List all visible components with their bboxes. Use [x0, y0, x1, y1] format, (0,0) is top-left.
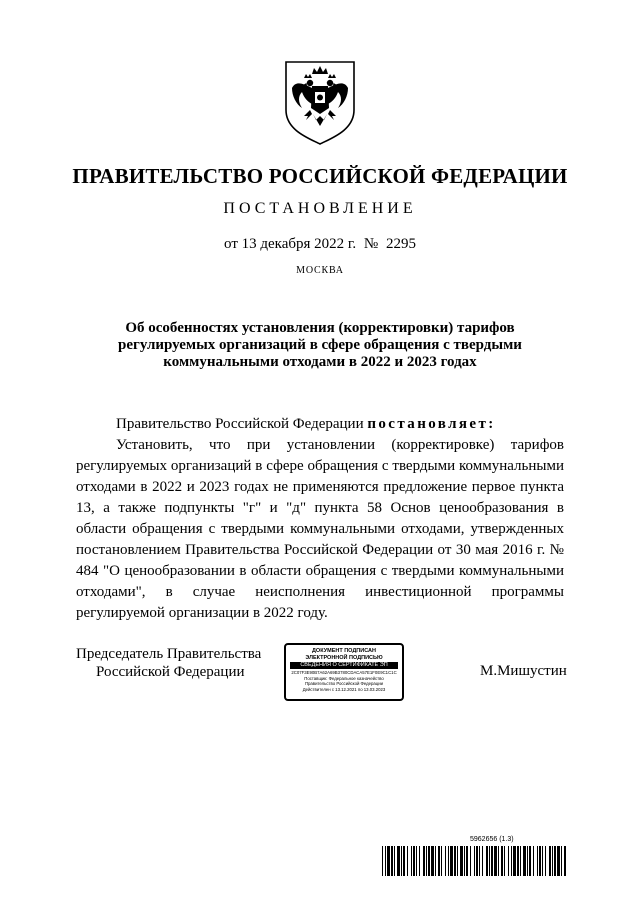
decree-paragraph: Установить, что при установлении (корректировке) тарифов регулируемых организаций в сфере обращения с твердыми коммунальными отходами в 2022 и 2023 годах не применяются предложение первое пункта 13, а также подпункты "г" и "д" пункта 58 Основ ценообразования в области обращения с твердыми коммунальными отходами, утвержденных постановлением Правительства Российской Федерации от 30 мая 2016 г. № 484 "О ценообразовании в области обращения с твердыми коммунальными отходами", в случае неисполнения инвестиционной программы регулируемой организации в 2022 году.	[76, 437, 564, 621]
barcode-bar	[564, 846, 566, 876]
signatory-position-line1: Председатель Правительства	[76, 646, 262, 662]
barcode-bar	[491, 846, 493, 876]
barcode-bar	[527, 846, 528, 876]
barcode-bar	[391, 846, 393, 876]
number-sign: №	[363, 236, 379, 252]
barcode-bar	[513, 846, 516, 876]
barcode-bar	[542, 846, 543, 876]
barcode-bar	[438, 846, 440, 876]
barcode-bar	[450, 846, 453, 876]
barcode-bar	[401, 846, 402, 876]
document-body	[76, 414, 564, 624]
document-city: МОСКВА	[296, 265, 344, 276]
barcode-bar	[394, 846, 395, 876]
barcode-bar	[486, 846, 488, 876]
barcode-bar	[464, 846, 465, 876]
barcode-bar	[552, 846, 553, 876]
barcode-bar	[554, 846, 556, 876]
signatory-position	[76, 645, 276, 681]
signatory-position-line2: Российской Федерации	[96, 664, 245, 680]
barcode-bar	[504, 846, 505, 876]
decree-intro	[76, 414, 564, 435]
barcode-bar	[470, 846, 471, 876]
barcode-bar	[448, 846, 449, 876]
barcode-bar	[411, 846, 412, 876]
barcode-bar	[489, 846, 490, 876]
barcode-bar	[508, 846, 509, 876]
barcode-bar	[423, 846, 425, 876]
stamp-line1: ДОКУМЕНТ ПОДПИСАН	[312, 648, 376, 654]
barcode-bar	[460, 846, 463, 876]
barcode-bar	[431, 846, 434, 876]
barcode-bar	[498, 846, 499, 876]
barcode-bar	[545, 846, 546, 876]
document-type: ПОСТАНОВЛЕНИЕ	[223, 200, 417, 217]
stamp-supplier-line1: Поставщик: Федеральное казначейство	[304, 675, 384, 681]
barcode-bar	[413, 846, 415, 876]
barcode-bar	[407, 846, 408, 876]
document-heading: Об особенностях установления (корректировки) тарифов регулируемых организаций в сфере обращения с твердыми коммунальными отходами в 2022 и 2023 годах	[118, 320, 522, 370]
coat-of-arms-emblem	[282, 58, 358, 146]
decree-intro-prefix: Правительство Российской Федерации	[116, 416, 364, 432]
barcode-image	[382, 846, 566, 876]
barcode-bar	[520, 846, 521, 876]
stamp-line2: ЭЛЕКТРОННОЙ ПОДПИСЬЮ	[305, 654, 383, 661]
barcode-bar	[561, 846, 562, 876]
barcode-bar	[511, 846, 512, 876]
stamp-serial: 2C07F3E90B7A62A69B3780CDACA57E1F0E9C1C1C	[291, 670, 397, 675]
barcode-bar	[385, 846, 386, 876]
barcode-bar	[435, 846, 436, 876]
barcode-bar	[445, 846, 446, 876]
barcode-bar	[479, 846, 480, 876]
signatory-name: М.Мишустин	[480, 663, 567, 679]
stamp-validity: Действителен с 13.12.2021 по 13.03.2023	[302, 686, 386, 692]
barcode-bar	[549, 846, 551, 876]
barcode-bar	[466, 846, 468, 876]
barcode-bar	[476, 846, 478, 876]
barcode-bar	[517, 846, 519, 876]
barcode-bar	[382, 846, 383, 876]
barcode-bar	[457, 846, 458, 876]
document-date: от 13 декабря 2022 г.	[224, 236, 357, 252]
barcode-bar	[539, 846, 541, 876]
barcode-bar	[482, 846, 483, 876]
barcode-bar	[494, 846, 497, 876]
barcode-bar	[474, 846, 475, 876]
government-title: ПРАВИТЕЛЬСТВО РОССИЙСКОЙ ФЕДЕРАЦИИ	[72, 164, 568, 188]
electronic-signature-stamp	[284, 643, 404, 701]
barcode-bar	[441, 846, 442, 876]
document-number: 2295	[385, 236, 416, 252]
barcode-bar	[454, 846, 456, 876]
stamp-supplier-line2: Правительство Российской Федерации	[304, 681, 384, 687]
barcode-bar	[537, 846, 538, 876]
decree-keyword: постановляет:	[367, 416, 496, 432]
barcode-bar	[557, 846, 560, 876]
barcode-bar	[416, 846, 417, 876]
barcode-bar	[428, 846, 430, 876]
barcode-bar	[419, 846, 420, 876]
barcode-bar	[397, 846, 400, 876]
barcode-bar	[523, 846, 526, 876]
barcode-bar	[403, 846, 405, 876]
barcode-bar	[387, 846, 390, 876]
stamp-certificate-bar: СВЕДЕНИЯ О СЕРТИФИКАТЕ ЭП	[290, 662, 398, 669]
barcode-number: 5962656 (1.3)	[470, 836, 514, 843]
barcode-bar	[426, 846, 427, 876]
barcode-bar	[529, 846, 531, 876]
barcode-bar	[501, 846, 503, 876]
document-date-line	[0, 236, 640, 253]
barcode-bar	[533, 846, 534, 876]
